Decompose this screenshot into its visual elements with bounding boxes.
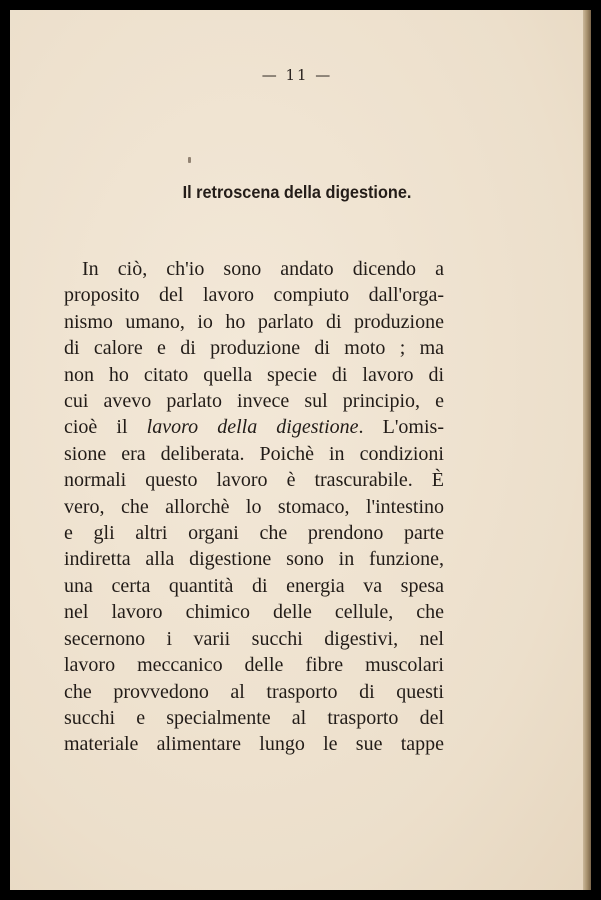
text-segment: . L'omis- <box>358 416 444 439</box>
text-line: non ho citato quella specie di lavoro di <box>64 363 444 386</box>
text-line: sione era deliberata. Poichè in condizioni <box>64 442 444 465</box>
text-line: nel lavoro chimico delle cellule, che <box>64 601 444 624</box>
text-line: indiretta alla digestione sono in funzione, <box>64 548 444 571</box>
book-page <box>10 10 584 890</box>
chapter-title: Il retroscena della digestione. <box>182 182 412 202</box>
text-segment: cioè il <box>64 416 128 439</box>
body-text <box>64 256 444 758</box>
page-edge <box>583 10 591 890</box>
text-line: normali questo lavoro è trascurabile. È <box>64 469 444 492</box>
page-number: — 11 — <box>261 66 333 84</box>
text-line: materiale alimentare lungo le sue tappe <box>64 733 444 756</box>
text-line: proposito del lavoro compiuto dall'orga- <box>64 284 444 307</box>
text-line: vero, che allorchè lo stomaco, l'intestino <box>64 495 444 518</box>
text-line: di calore e di produzione di moto ; ma <box>64 337 444 360</box>
text-line: una certa quantità di energia va spesa <box>64 574 444 597</box>
text-line: cui avevo parlato invece sul principio, e <box>64 390 444 413</box>
text-line: secernono i varii succhi digestivi, nel <box>64 627 444 650</box>
text-line: nismo umano, io ho parlato di produzione <box>64 310 444 333</box>
text-line: succhi e specialmente al trasporto del <box>64 706 444 729</box>
text-line: che provvedono al trasporto di questi <box>64 680 444 703</box>
text-line: lavoro meccanico delle fibre muscolari <box>64 654 444 677</box>
italic-phrase: lavoro della digestione <box>146 416 359 439</box>
text-line: e gli altri organi che prendono parte <box>64 522 444 545</box>
text-line <box>64 414 444 440</box>
ink-speck <box>188 157 191 163</box>
text-line: In ciò, ch'io sono andato dicendo a <box>82 258 444 280</box>
